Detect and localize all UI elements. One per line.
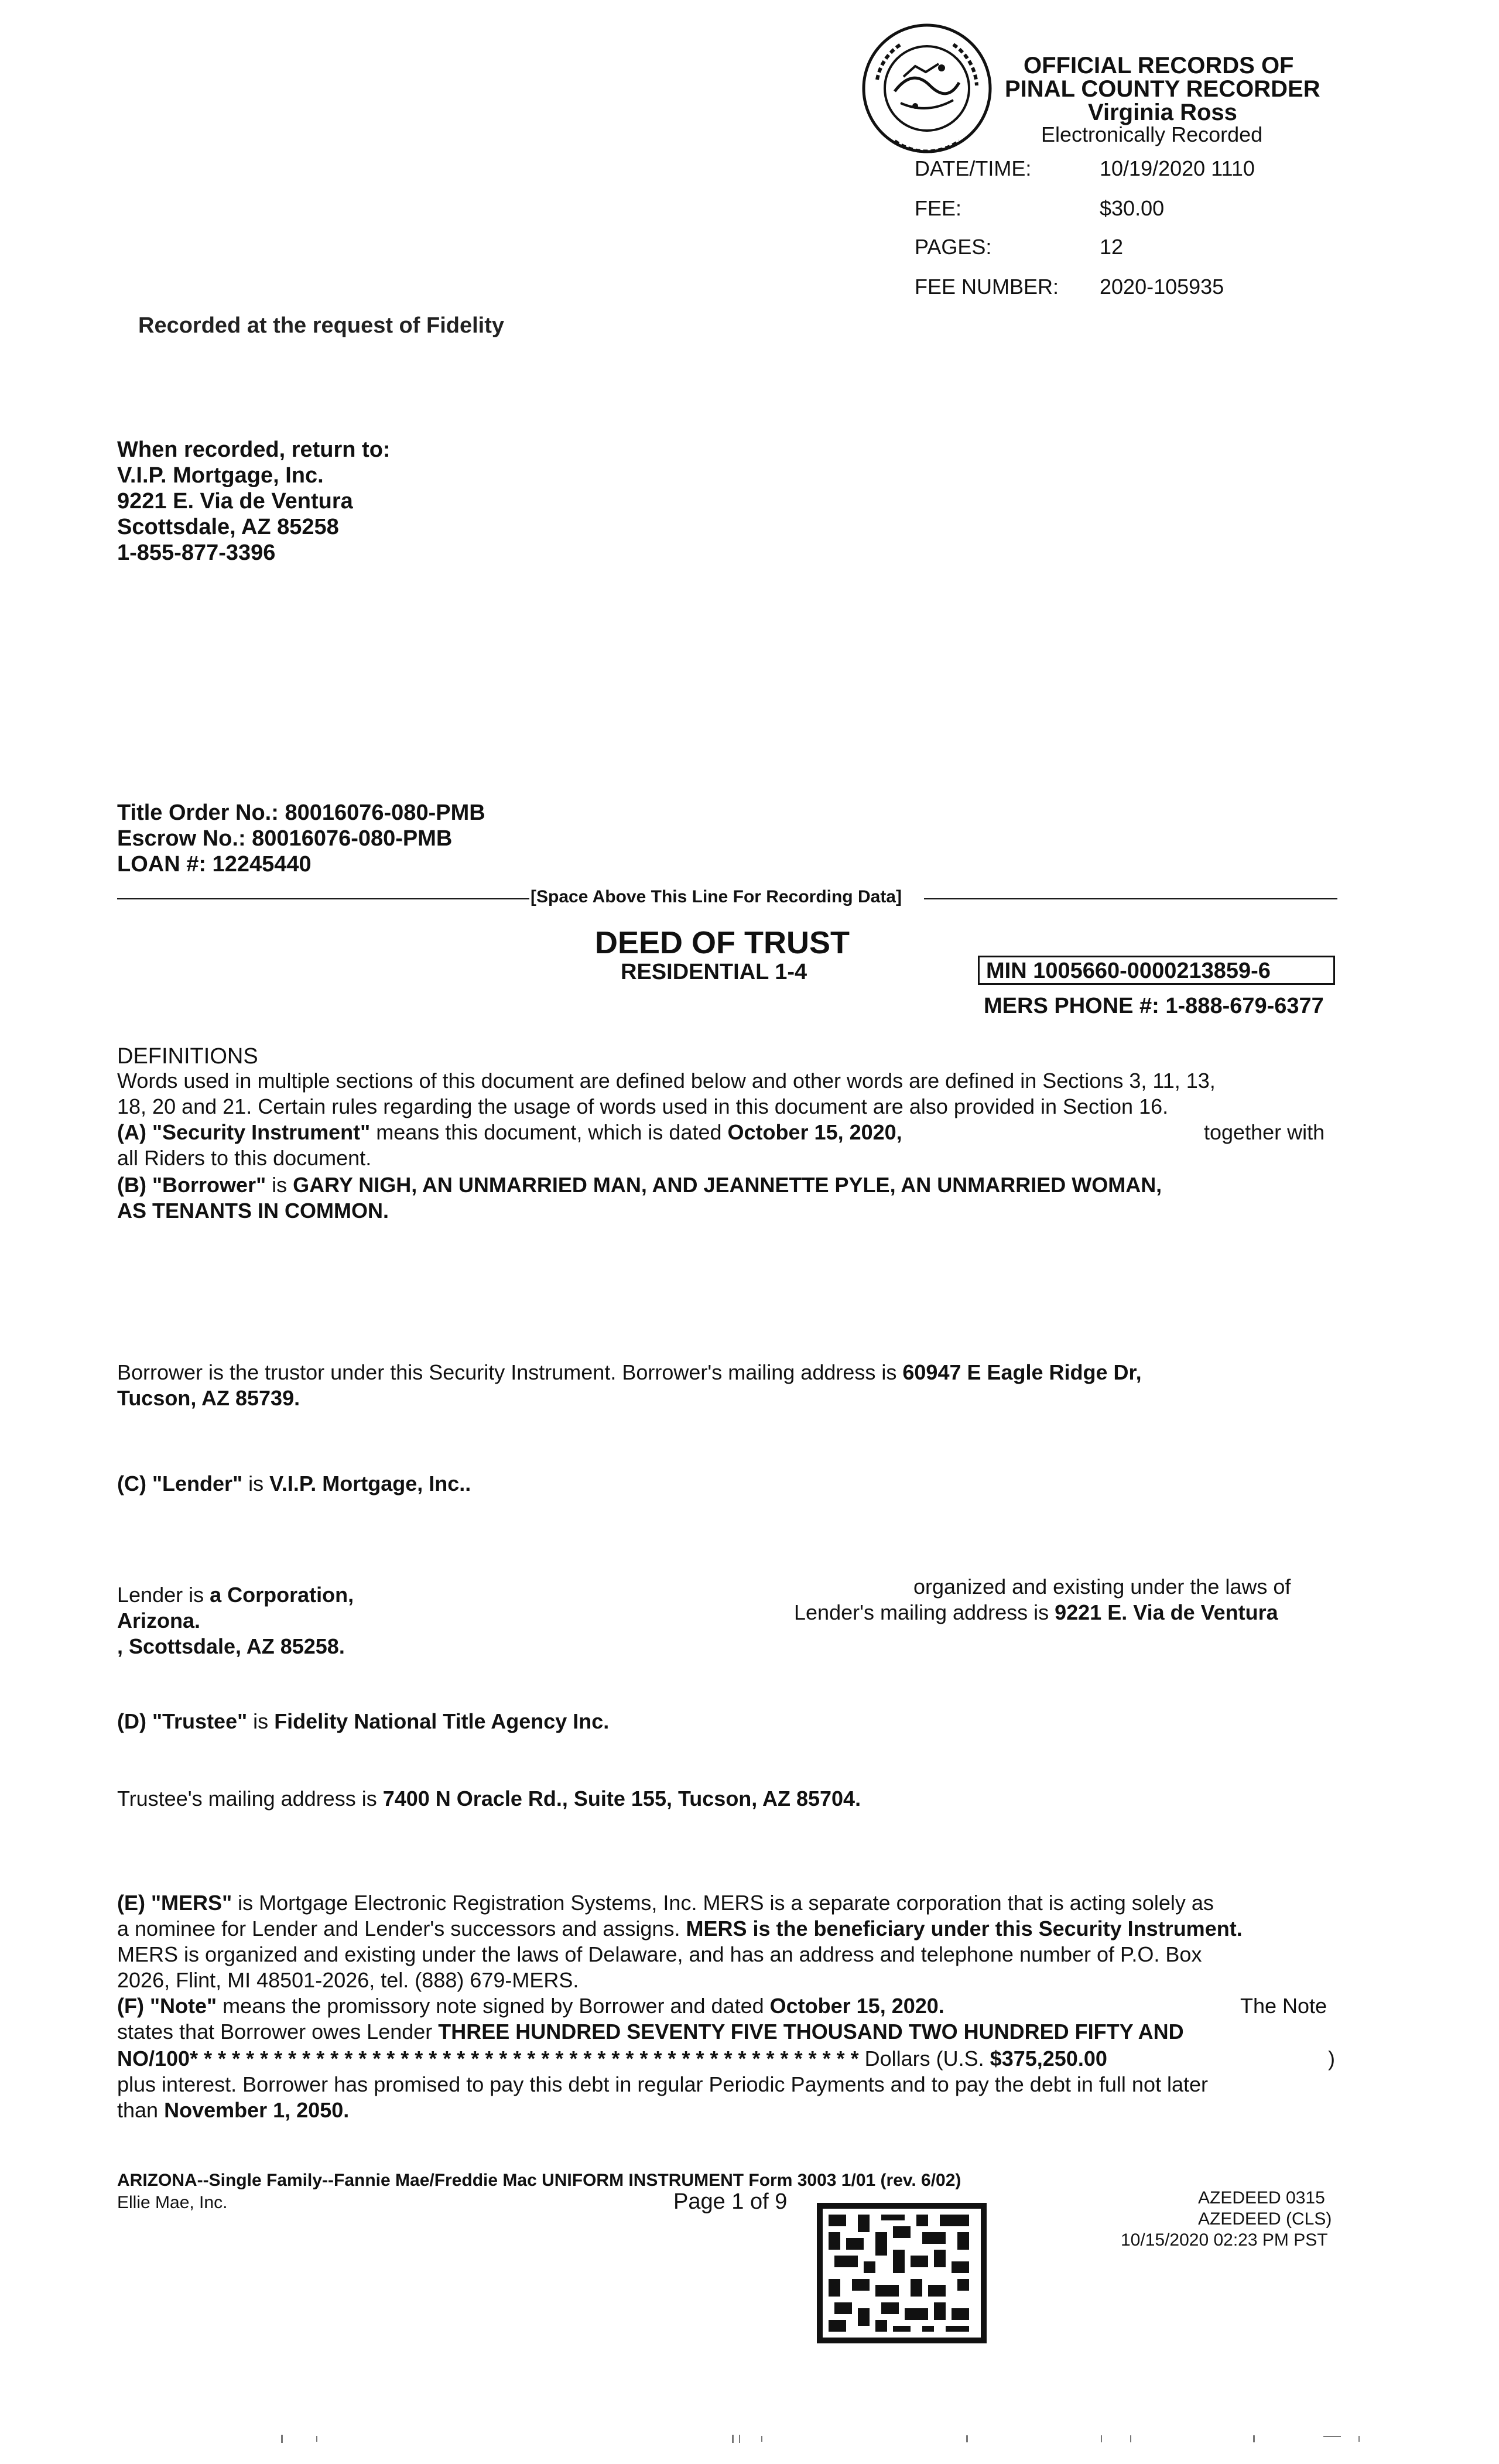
- definition-e-line2: [117, 1916, 1243, 1942]
- definition-f-line5-text: than: [117, 2098, 165, 2122]
- definition-b-label: (B) "Borrower": [117, 1173, 266, 1197]
- definition-e-label: (E) "MERS": [117, 1891, 232, 1915]
- recorder-office-line2: PINAL COUNTY RECORDER: [1005, 76, 1320, 102]
- definition-f-amount: $375,250.00: [990, 2047, 1107, 2071]
- county-seal-icon: [860, 21, 994, 156]
- return-to-line: 9221 E. Via de Ventura: [117, 489, 353, 514]
- definition-c-value: V.I.P. Mortgage, Inc..: [269, 1471, 471, 1495]
- definition-f-line2-text: states that Borrower owes Lender: [117, 2020, 439, 2044]
- definition-d-value: Fidelity National Title Agency Inc.: [274, 1709, 610, 1733]
- min-number: MIN 1005660-0000213859-6: [986, 959, 1271, 983]
- recording-space-label: [Space Above This Line For Recording Data]: [531, 887, 902, 906]
- trustee-mailing-address: 7400 N Oracle Rd., Suite 155, Tucson, AZ 85704.: [382, 1787, 861, 1811]
- footer-page-number: Page 1 of 9: [673, 2189, 788, 2214]
- recorder-field-label: DATE/TIME:: [915, 156, 1032, 180]
- definitions-intro: Words used in multiple sections of this document are defined below and other words are defined in Sections 3, 11, 13,: [117, 1069, 1216, 1093]
- definition-f: [117, 1993, 944, 2019]
- escrow-number: Escrow No.: 80016076-080-PMB: [117, 826, 453, 851]
- definition-e: [117, 1890, 1214, 1916]
- footer-company: Ellie Mae, Inc.: [117, 2193, 228, 2212]
- recorder-field-label: PAGES:: [915, 235, 992, 259]
- definition-f-line4: plus interest. Borrower has promised to pay this debt in regular Periodic Payments and to pay the debt in full not later: [117, 2072, 1208, 2096]
- definition-a-date: October 15, 2020,: [727, 1120, 902, 1144]
- definition-a-text: means this document, which is dated: [370, 1120, 728, 1144]
- definition-f-line5: [117, 2097, 349, 2123]
- definition-f-maturity-date: November 1, 2050.: [164, 2098, 350, 2122]
- trustee-mailing-text: Trustee's mailing address is: [117, 1787, 383, 1811]
- definition-e-line2-text: a nominee for Lender and Lender's successors and assigns.: [117, 1917, 686, 1941]
- definition-c-label: (C) "Lender": [117, 1471, 243, 1495]
- lender-org: organized and existing under the laws of: [913, 1575, 1291, 1599]
- definition-f-close-paren: ): [1328, 2047, 1335, 2071]
- definition-b: [117, 1172, 1162, 1198]
- scan-noise: [0, 2430, 1499, 2448]
- lender-mailing: [794, 1600, 1278, 1625]
- recording-line-right: [924, 898, 1337, 899]
- recorder-status: Electronically Recorded: [1041, 122, 1263, 146]
- mers-phone: MERS PHONE #: 1-888-679-6377: [984, 994, 1324, 1018]
- recorded-request-stamp: Recorded at the request of Fidelity: [138, 313, 504, 338]
- definition-b-value-cont: AS TENANTS IN COMMON.: [117, 1199, 389, 1223]
- lender-mailing-address: 9221 E. Via de Ventura: [1055, 1600, 1278, 1624]
- barcode-icon: [817, 2203, 987, 2343]
- recorder-field-value: 12: [1100, 235, 1124, 259]
- definition-d-label: (D) "Trustee": [117, 1709, 248, 1733]
- lender-state: Arizona.: [117, 1609, 201, 1633]
- definition-e-line4: 2026, Flint, MI 48501-2026, tel. (888) 679-MERS.: [117, 1968, 579, 1992]
- borrower-address: 60947 E Eagle Ridge Dr,: [902, 1360, 1142, 1384]
- footer-form-code-cls: AZEDEED (CLS): [1198, 2209, 1332, 2229]
- loan-number: LOAN #: 12245440: [117, 852, 312, 877]
- recorder-field-value: 2020-105935: [1100, 275, 1224, 299]
- footer-timestamp: 10/15/2020 02:23 PM PST: [1121, 2230, 1328, 2250]
- recorder-field-value: 10/19/2020 1110: [1100, 156, 1255, 180]
- recording-line-left: [117, 898, 529, 899]
- definition-f-text: means the promissory note signed by Borrower and dated: [217, 1994, 770, 2018]
- definition-f-date: October 15, 2020.: [769, 1994, 944, 2018]
- footer-form-code: AZEDEED 0315: [1198, 2188, 1325, 2208]
- return-to-line: Scottsdale, AZ 85258: [117, 515, 339, 539]
- footer-form-line: ARIZONA--Single Family--Fannie Mae/Freddie Mac UNIFORM INSTRUMENT Form 3003 1/01 (rev. 6/02): [117, 2171, 961, 2190]
- lender-city: , Scottsdale, AZ 85258.: [117, 1634, 345, 1658]
- lender-is: Lender is: [117, 1583, 210, 1607]
- definitions-intro: 18, 20 and 21. Certain rules regarding the usage of words used in this document are also provided in Section 16.: [117, 1094, 1169, 1118]
- recorder-field-value: $30.00: [1100, 196, 1165, 220]
- definition-f-label: (F) "Note": [117, 1994, 217, 2018]
- recorder-field-label: FEE NUMBER:: [915, 275, 1059, 299]
- return-to-line: V.I.P. Mortgage, Inc.: [117, 463, 324, 488]
- definition-f-line2: [117, 2019, 1184, 2045]
- definition-f-line3: [117, 2046, 1107, 2072]
- definition-c-is: is: [242, 1471, 270, 1495]
- definition-a-tail: together with: [1204, 1120, 1325, 1144]
- borrower-address-cont: Tucson, AZ 85739.: [117, 1386, 300, 1410]
- definition-f-line3-stars: NO/100* * * * * * * * * * * * * * * * * * * * * * * * * * * * * * * * * * * * * * * * * * * * * * * *: [117, 2047, 865, 2071]
- lender-type: [117, 1582, 354, 1608]
- trustee-mailing: [117, 1786, 861, 1812]
- borrower-trustor: [117, 1360, 1142, 1385]
- recorder-field-label: FEE:: [915, 196, 962, 220]
- definition-e-line3: MERS is organized and existing under the laws of Delaware, and has an address and telephone number of P.O. Box: [117, 1942, 1202, 1966]
- definition-a-label: (A) "Security Instrument": [117, 1120, 371, 1144]
- definition-f-line2-amount-words: THREE HUNDRED SEVENTY FIVE THOUSAND TWO HUNDRED FIFTY AND: [438, 2020, 1184, 2044]
- document-title: DEED OF TRUST: [595, 925, 850, 960]
- lender-type-value: a Corporation,: [210, 1583, 354, 1607]
- definition-c: [117, 1471, 471, 1497]
- return-to-heading: When recorded, return to:: [117, 437, 391, 462]
- recorder-office-line1: OFFICIAL RECORDS OF: [1024, 53, 1294, 78]
- definition-b-value: GARY NIGH, AN UNMARRIED MAN, AND JEANNETTE PYLE, AN UNMARRIED WOMAN,: [293, 1173, 1162, 1197]
- return-to-line: 1-855-877-3396: [117, 540, 276, 565]
- definition-d-is: is: [247, 1709, 275, 1733]
- definition-d: [117, 1709, 609, 1734]
- definition-b-is: is: [266, 1173, 293, 1197]
- recorder-name: Virginia Ross: [1088, 100, 1237, 125]
- definition-f-line3-dollars: Dollars (U.S.: [864, 2047, 990, 2071]
- definitions-heading: DEFINITIONS: [117, 1044, 258, 1069]
- definition-e-text: is Mortgage Electronic Registration Systems, Inc. MERS is a separate corporation that is acting solely as: [232, 1891, 1214, 1915]
- document-subtitle: RESIDENTIAL 1-4: [621, 960, 807, 984]
- borrower-trustor-text: Borrower is the trustor under this Security Instrument. Borrower's mailing address is: [117, 1360, 903, 1384]
- lender-mailing-text: Lender's mailing address is: [794, 1600, 1055, 1624]
- definition-a-line2: all Riders to this document.: [117, 1146, 372, 1170]
- definition-f-tail: The Note: [1240, 1994, 1327, 2018]
- definition-e-line2-bold: MERS is the beneficiary under this Security Instrument.: [686, 1917, 1243, 1941]
- definition-a: [117, 1120, 902, 1145]
- title-order-number: Title Order No.: 80016076-080-PMB: [117, 800, 485, 825]
